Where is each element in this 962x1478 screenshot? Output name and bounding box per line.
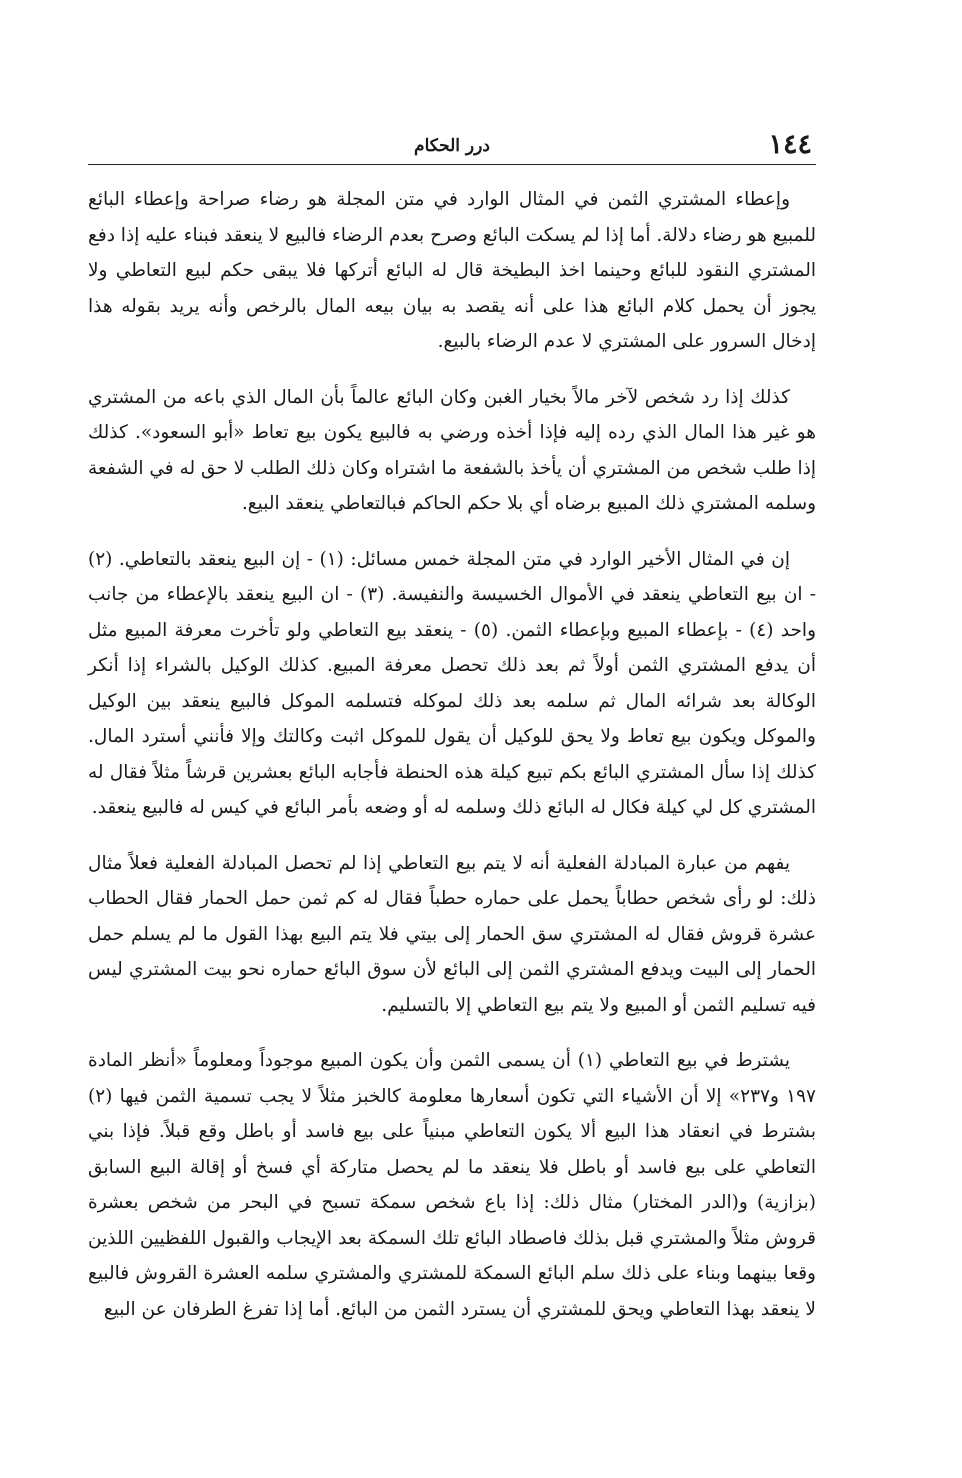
body-text bbox=[88, 182, 816, 1347]
page-number: ١٤٤ bbox=[768, 129, 812, 160]
paragraph: كذلك إذا رد شخص لآخر مالاً بخيار الغبن وكان البائع عالماً بأن المال الذي باعه من المشتري هو غير هذا المال الذي رده إليه فإذا أخذه ورضي به فالبيع يكون بيع تعاط «أبو السعود». كذلك إذا طلب شخص من المشتري أن يأخذ بالشفعة ما اشتراه وكان ذلك الطلب لا حق له في الشفعة وسلمه المشتري ذلك المبيع برضاه أي بلا حكم الحاكم فبالتعاطي ينعقد البيع. bbox=[88, 386, 816, 514]
paragraph: يفهم من عبارة المبادلة الفعلية أنه لا يتم بيع التعاطي إذا لم تحصل المبادلة الفعلية فعلاً مثال ذلك: لو رأى شخص حطاباً يحمل على حماره حطباً فقال له كم ثمن حمل الحمار فقال الحطاب عشرة قروش فقال له المشتري سق الحمار إلى بيتي فلا يتم البيع بهذا القول ما لم يسلم حمل الحمار إلى البيت ويدفع المشتري الثمن إلى البائع لأن سوق البائع حماره نحو بيت المشتري ليس فيه تسليم الثمن أو المبيع ولا يتم بيع التعاطي إلا بالتسليم. bbox=[88, 852, 816, 1016]
paragraph: وإعطاء المشتري الثمن في المثال الوارد في متن المجلة هو رضاء صراحة وإعطاء البائع للمبيع هو رضاء دلالة. أما إذا لم يسكت البائع وصرح بعدم الرضاء فالبيع لا ينعقد فبناء عليه إذا دفع المشتري النقود للبائع وحينما اخذ البطيخة قال له البائع أتركها فلا يبقى حكم لبيع التعاطي ولا يجوز أن يحمل كلام البائع هذا على أنه يقصد به بيان بيعه المال بالرخص وأنه يريد بقوله هذا إدخال السرور على المشتري لا عدم الرضاء بالبيع. bbox=[88, 189, 816, 352]
running-title: درر الحكام bbox=[414, 136, 490, 156]
paragraph: إن في المثال الأخير الوارد في متن المجلة خمس مسائل: (١) - إن البيع ينعقد بالتعاطي. (٢) - ان بيع التعاطي ينعقد في الأموال الخسيسة والنفيسة. (٣) - ان البيع ينعقد بالإعطاء من جانب واحد (٤) - بإعطاء المبيع وبإعطاء الثمن. (٥) - ينعقد بيع التعاطي ولو تأخرت معرفة المبيع مثل أن يدفع المشتري الثمن أولاً ثم بعد ذلك تحصل معرفة المبيع. كذلك الوكيل بالشراء إذا أنكر الوكالة بعد شرائه المال ثم سلمه بعد ذلك لموكله فتسلمه الموكل فالبيع ينعقد بين الوكيل والموكل ويكون بيع تعاط ولا يحق للوكيل أن يقول للموكل اثبت وكالتك وإلا فأنني أسترد المال. كذلك إذا سأل المشتري البائع بكم تبيع كيلة هذه الحنطة فأجابه البائع بعشرين قرشاً مثلاً فقال له المشتري كل لي كيلة فكال له البائع ذلك وسلمه له أو وضعه بأمر البائع في كيس له فالبيع ينعقد. bbox=[88, 548, 817, 818]
running-header bbox=[88, 128, 816, 165]
paragraph: يشترط في بيع التعاطي (١) أن يسمى الثمن وأن يكون المبيع موجوداً ومعلوماً «أنظر المادة ١٩٧ و٢٣٧» إلا أن الأشياء التي تكون أسعارها معلومة كالخبز مثلاً لا يجب تسمية الثمن فيها (٢) بشترط في انعقاد هذا البيع ألا يكون التعاطي مبنياً على بيع فاسد أو باطل وقع قبلاً. فإذا بني التعاطي على بيع فاسد أو باطل فلا ينعقد ما لم يحصل متاركة أي فسخ أو إقالة البيع السابق (بزازية) و(الدر المختار) مثال ذلك: إذا باع شخص سمكة تسبح في البحر من شخص بعشرة قروش مثلاً والمشتري قبل بذلك فاصطاد البائع تلك السمكة بعد الإيجاب والقبول اللفظيين اللذين وقعا بينهما وبناء على ذلك سلم البائع السمكة للمشتري والمشتري سلمه العشرة القروش فالبيع لا ينعقد بهذا التعاطي ويحق للمشتري أن يسترد الثمن من البائع. أما إذا تفرغ الطرفان عن البيع bbox=[88, 1050, 816, 1320]
